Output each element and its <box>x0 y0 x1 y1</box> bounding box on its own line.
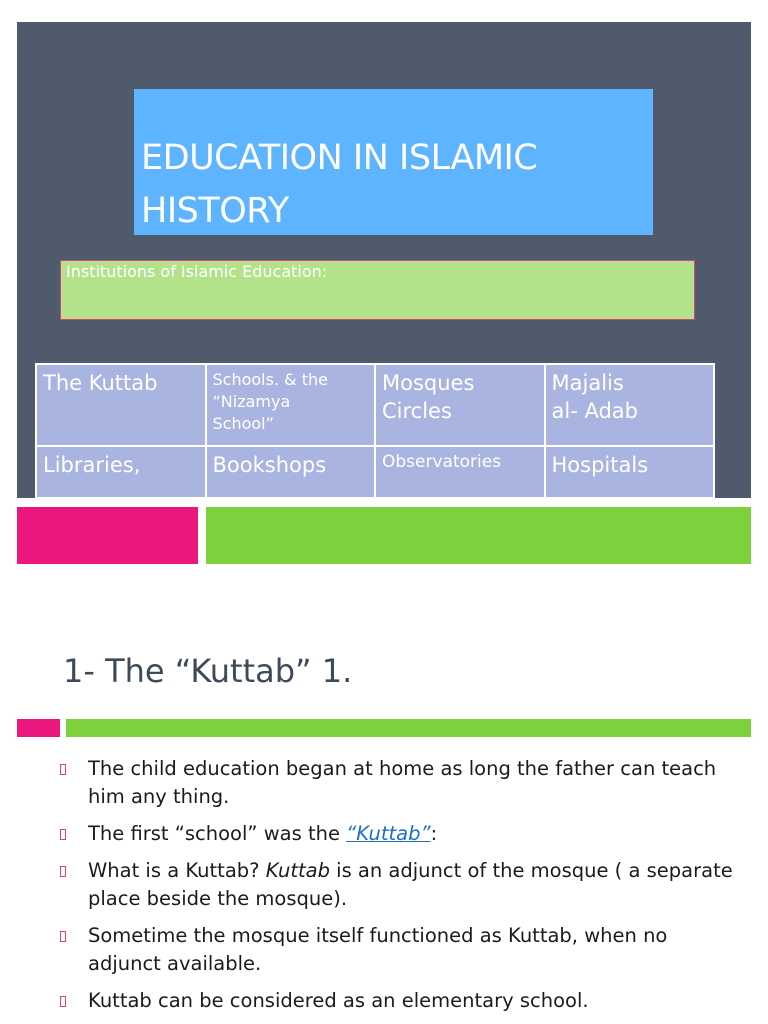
table-cell: The Kuttab <box>36 364 206 446</box>
table-cell: Observatories <box>375 446 545 498</box>
table-cell: Bookshops <box>206 446 376 498</box>
cell-line: School” <box>212 414 274 433</box>
list-item <box>60 755 740 811</box>
list-item <box>60 922 740 978</box>
bullet-text: What is a Kuttab? <box>88 859 266 882</box>
list-item <box>60 857 740 913</box>
bullet-icon <box>60 931 66 942</box>
accent-bar-pink <box>17 507 198 564</box>
cell-line: Schools. & the <box>212 370 328 389</box>
accent-bar-green <box>66 719 751 737</box>
table-cell: Hospitals <box>545 446 715 498</box>
list-item <box>60 820 740 848</box>
slide-title <box>141 132 641 238</box>
section-heading: 1- The “Kuttab” 1. <box>63 652 353 690</box>
accent-bar-green <box>206 507 751 564</box>
table-cell <box>545 364 715 446</box>
accent-bar-pink <box>17 719 60 737</box>
table-row <box>36 446 714 498</box>
cell-line: “Nizamya <box>212 392 291 411</box>
bullet-text: Kuttab can be considered as an elementary school. <box>88 989 589 1012</box>
list-item <box>60 987 740 1015</box>
table-cell: Libraries, <box>36 446 206 498</box>
slide-title-line-2: HISTORY <box>141 191 289 231</box>
bullet-list <box>60 755 740 1024</box>
cell-line: Majalis <box>551 371 624 395</box>
table-row <box>36 364 714 446</box>
bullet-icon <box>60 866 66 877</box>
bullet-text-emphasis: Kuttab <box>265 859 330 882</box>
bullet-text: is an adjunct of the mosque ( a separate place beside the mosque). <box>88 859 733 910</box>
slide-title-line-1: EDUCATION IN ISLAMIC <box>141 138 538 178</box>
kuttab-link[interactable]: “Kuttab” <box>346 822 431 845</box>
bullet-text: : <box>430 822 438 845</box>
cell-line: al- Adab <box>551 399 638 423</box>
table-cell <box>375 364 545 446</box>
table-cell <box>206 364 376 446</box>
institutions-table <box>35 363 715 499</box>
cell-line: Circles <box>382 399 452 423</box>
bullet-icon <box>60 764 66 775</box>
bullet-icon <box>60 996 66 1007</box>
bullet-text: Sometime the mosque itself functioned as Kuttab, when no adjunct available. <box>88 924 668 975</box>
bullet-text: The first “school” was the <box>88 822 347 845</box>
bullet-icon <box>60 829 66 840</box>
cell-line: Mosques <box>382 371 475 395</box>
slide-subtitle: Institutions of Islamic Education: <box>66 262 328 281</box>
bullet-text: The child education began at home as long the father can teach him any thing. <box>88 757 717 808</box>
